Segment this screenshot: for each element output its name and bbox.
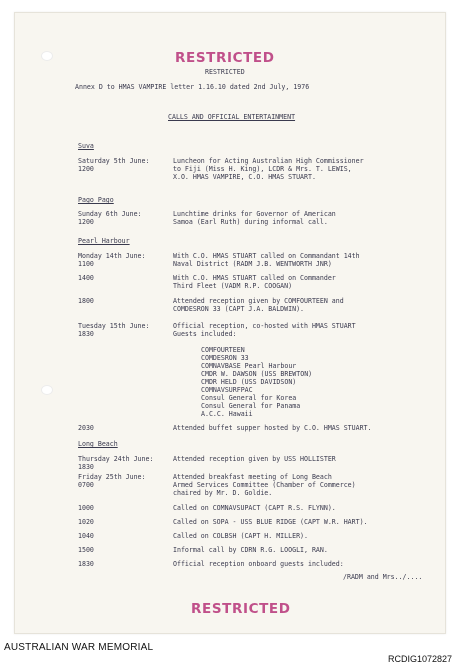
entry-line: Samoa (Earl Ruth) during informal call. xyxy=(173,218,328,226)
guest-name: Consul General for Panama xyxy=(201,402,301,410)
entry-line: Lunchtime drinks for Governor of American xyxy=(173,210,336,218)
guest-name: CMDR HELD (USS DAVIDSON) xyxy=(201,378,297,386)
date-label: Thursday 24th June: xyxy=(78,455,154,463)
section-heading-suva: Suva xyxy=(78,142,94,150)
continuation-mark: /RADM and Mrs../.... xyxy=(343,573,423,581)
date-label: Friday 25th June: xyxy=(78,473,146,481)
time-label: 1830 xyxy=(78,463,94,471)
guest-name: CMDR W. DAWSON (USS BREWTON) xyxy=(201,370,313,378)
entry-line: Guests included: xyxy=(173,330,237,338)
entry-line: Called on COMNAVSUPACT (CAPT R.S. FLYNN). xyxy=(173,504,336,512)
punch-hole xyxy=(41,51,53,61)
guest-name: Consul General for Korea xyxy=(201,394,297,402)
date-label: Saturday 5th June: xyxy=(78,157,150,165)
entry-line: Naval District (RADM J.B. WENTWORTH JNR) xyxy=(173,260,332,268)
reference-line: Annex D to HMAS VAMPIRE letter 1.16.10 dated 2nd July, 1976 xyxy=(75,83,310,91)
date-label: Sunday 6th June: xyxy=(78,210,142,218)
footer-attribution: AUSTRALIAN WAR MEMORIAL xyxy=(4,642,154,653)
time-label: 0700 xyxy=(78,481,94,489)
time-label: 1830 xyxy=(78,560,94,568)
time-label: 1100 xyxy=(78,260,94,268)
time-label: 1000 xyxy=(78,504,94,512)
time-label: 1020 xyxy=(78,518,94,526)
date-label: Monday 14th June: xyxy=(78,252,146,260)
time-label: 1400 xyxy=(78,274,94,282)
entry-line: Called on COLBSH (CAPT H. MILLER). xyxy=(173,532,308,540)
guest-name: A.C.C. Hawaii xyxy=(201,410,253,418)
entry-line: X.O. HMAS VAMPIRE, C.O. HMAS STUART. xyxy=(173,173,316,181)
entry-line: Luncheon for Acting Australian High Commissioner xyxy=(173,157,364,165)
entry-line: Armed Services Committee (Chamber of Commerce) xyxy=(173,481,356,489)
time-label: 1200 xyxy=(78,218,94,226)
punch-hole xyxy=(41,385,53,395)
time-label: 1830 xyxy=(78,330,94,338)
entry-line: Attended buffet supper hosted by C.O. HMAS STUART. xyxy=(173,424,372,432)
section-heading-long-beach: Long Beach xyxy=(78,440,118,448)
time-label: 1200 xyxy=(78,165,94,173)
time-label: 1500 xyxy=(78,546,94,554)
entry-line: chaired by Mr. D. Goldie. xyxy=(173,489,273,497)
entry-line: Official reception, co-hosted with HMAS STUART xyxy=(173,322,356,330)
guest-name: COMFOURTEEN xyxy=(201,346,245,354)
guest-name: COMNAVSURFPAC xyxy=(201,386,253,394)
time-label: 1040 xyxy=(78,532,94,540)
guest-name: COMNAVBASE Pearl Harbour xyxy=(201,362,297,370)
entry-line: With C.O. HMAS STUART called on Commandant 14th xyxy=(173,252,360,260)
restricted-stamp-top: RESTRICTED xyxy=(175,50,275,66)
entry-line: Called on SOPA - USS BLUE RIDGE (CAPT W.R. HART). xyxy=(173,518,368,526)
entry-line: Attended breakfast meeting of Long Beach xyxy=(173,473,332,481)
document-title: CALLS AND OFFICIAL ENTERTAINMENT xyxy=(168,113,296,121)
entry-line: Third Fleet (VADM R.P. COOGAN) xyxy=(173,282,293,290)
guest-name: COMDESRON 33 xyxy=(201,354,249,362)
time-label: 2030 xyxy=(78,424,94,432)
entry-line: to Fiji (Miss H. King), LCDR & Mrs. T. LEWIS, xyxy=(173,165,352,173)
footer-record-id: RCDIG1072827 xyxy=(387,654,452,664)
date-label: Tuesday 15th June: xyxy=(78,322,150,330)
entry-line: Attended reception given by COMFOURTEEN and xyxy=(173,297,344,305)
entry-line: COMDESRON 33 (CAPT J.A. BALDWIN). xyxy=(173,305,305,313)
entry-line: Attended reception given by USS HOLLISTER xyxy=(173,455,336,463)
document-page xyxy=(14,12,446,634)
entry-line: With C.O. HMAS STUART called on Commander xyxy=(173,274,336,282)
section-heading-pago-pago: Pago Pago xyxy=(78,196,114,204)
entry-line: Official reception onboard guests included: xyxy=(173,560,344,568)
restricted-stamp-bottom: RESTRICTED xyxy=(191,601,291,617)
classification-label: RESTRICTED xyxy=(205,68,245,76)
entry-line: Informal call by CDRN R.G. LOOGLI, RAN. xyxy=(173,546,328,554)
time-label: 1800 xyxy=(78,297,94,305)
section-heading-pearl-harbour: Pearl Harbour xyxy=(78,237,130,245)
